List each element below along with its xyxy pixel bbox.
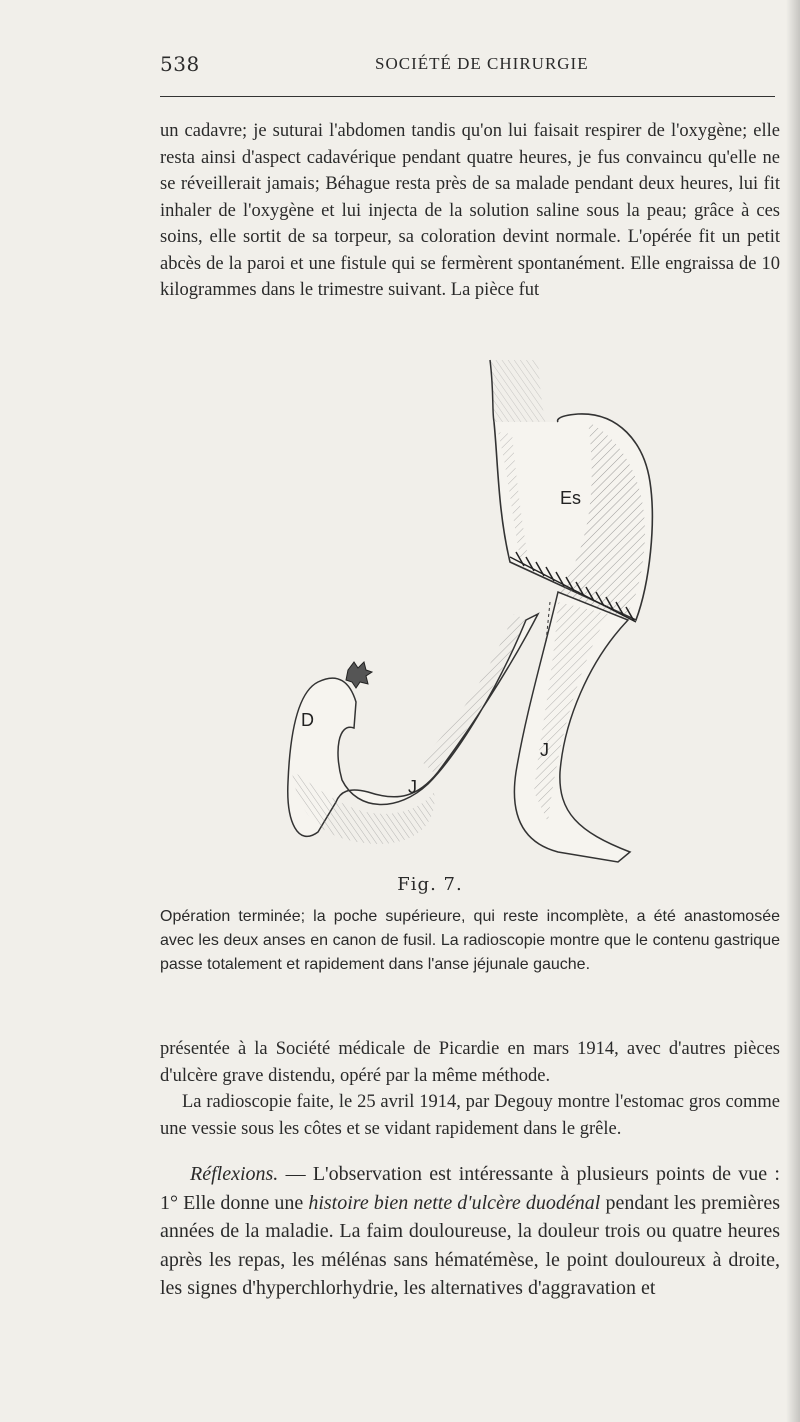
figure-caption: Opération terminée; la poche supérieure, qui reste incomplète, a été anastomosée avec les deux anses en canon de fusil. La radioscopie montre que le contenu gastrique passe totalement et rapidement dans l'anse jéjunale gauche. — [160, 908, 780, 973]
label-duodenum: D — [301, 710, 314, 730]
label-jejunum-right: J — [540, 740, 549, 760]
figure-7-illustration — [258, 352, 658, 882]
paragraph-3-italic-phrase: histoire bien nette d'ulcère duodénal — [308, 1191, 601, 1214]
paragraph-3-text-1: — L'observation est intéressante à plusieurs points de vue : 1° Elle donne une — [160, 1163, 780, 1214]
running-title: SOCIÉTÉ DE CHIRURGIE — [375, 54, 589, 73]
paragraph-2 — [160, 1036, 780, 1142]
paragraph-3 — [160, 1160, 780, 1303]
paragraph-2-line-1: présentée à la Société médicale de Picardie en mars 1914, avec d'autres pièces d'ulcère grave distendu, opéré par la même méthode. — [160, 1039, 780, 1086]
page-number: 538 — [160, 52, 200, 76]
label-jejunum-left: J — [408, 777, 417, 797]
label-stomach: Es — [560, 488, 582, 508]
stomach-anastomosis-drawing — [258, 352, 658, 882]
header-rule — [160, 96, 775, 97]
paragraph-1: un cadavre; je suturai l'abdomen tandis qu'on lui faisait respirer de l'oxygène; elle resta ainsi d'aspect cadavérique pendant quatre heures, je fus convaincu qu'elle ne se réveillerait jamais; Béhague resta près de sa malade pendant deux heures, lui fit inhaler de l'oxygène et lui injecta de la solution saline sous la peau; grâce à ces soins, elle sortit de sa torpeur, sa coloration devint normale. L'opérée fit un petit abcès de la paroi et une fistule qui se fermèrent spontanément. Elle engraissa de 10 kilogrammes dans le trimestre suivant. La pièce fut — [160, 121, 780, 300]
reflexions-heading: Réflexions. — [190, 1163, 279, 1185]
paragraph-3-text-2: pendant les premières années de la maladie. La faim douloureuse, la douleur trois ou quatre heures après les repas, les mélénas sans hématémèse, le point douloureux à droite, les signes d'hyperchlorhydrie, les alternatives d'aggravation et — [160, 1191, 780, 1299]
figure-number: Fig. 7. — [397, 874, 463, 895]
page-header — [160, 52, 780, 78]
page-edge-shadow — [786, 0, 800, 1422]
paragraph-2-line-2: La radioscopie faite, le 25 avril 1914, par Degouy montre l'estomac gros comme une vessie sous les côtes et se vidant rapidement dans le grêle. — [160, 1092, 780, 1139]
